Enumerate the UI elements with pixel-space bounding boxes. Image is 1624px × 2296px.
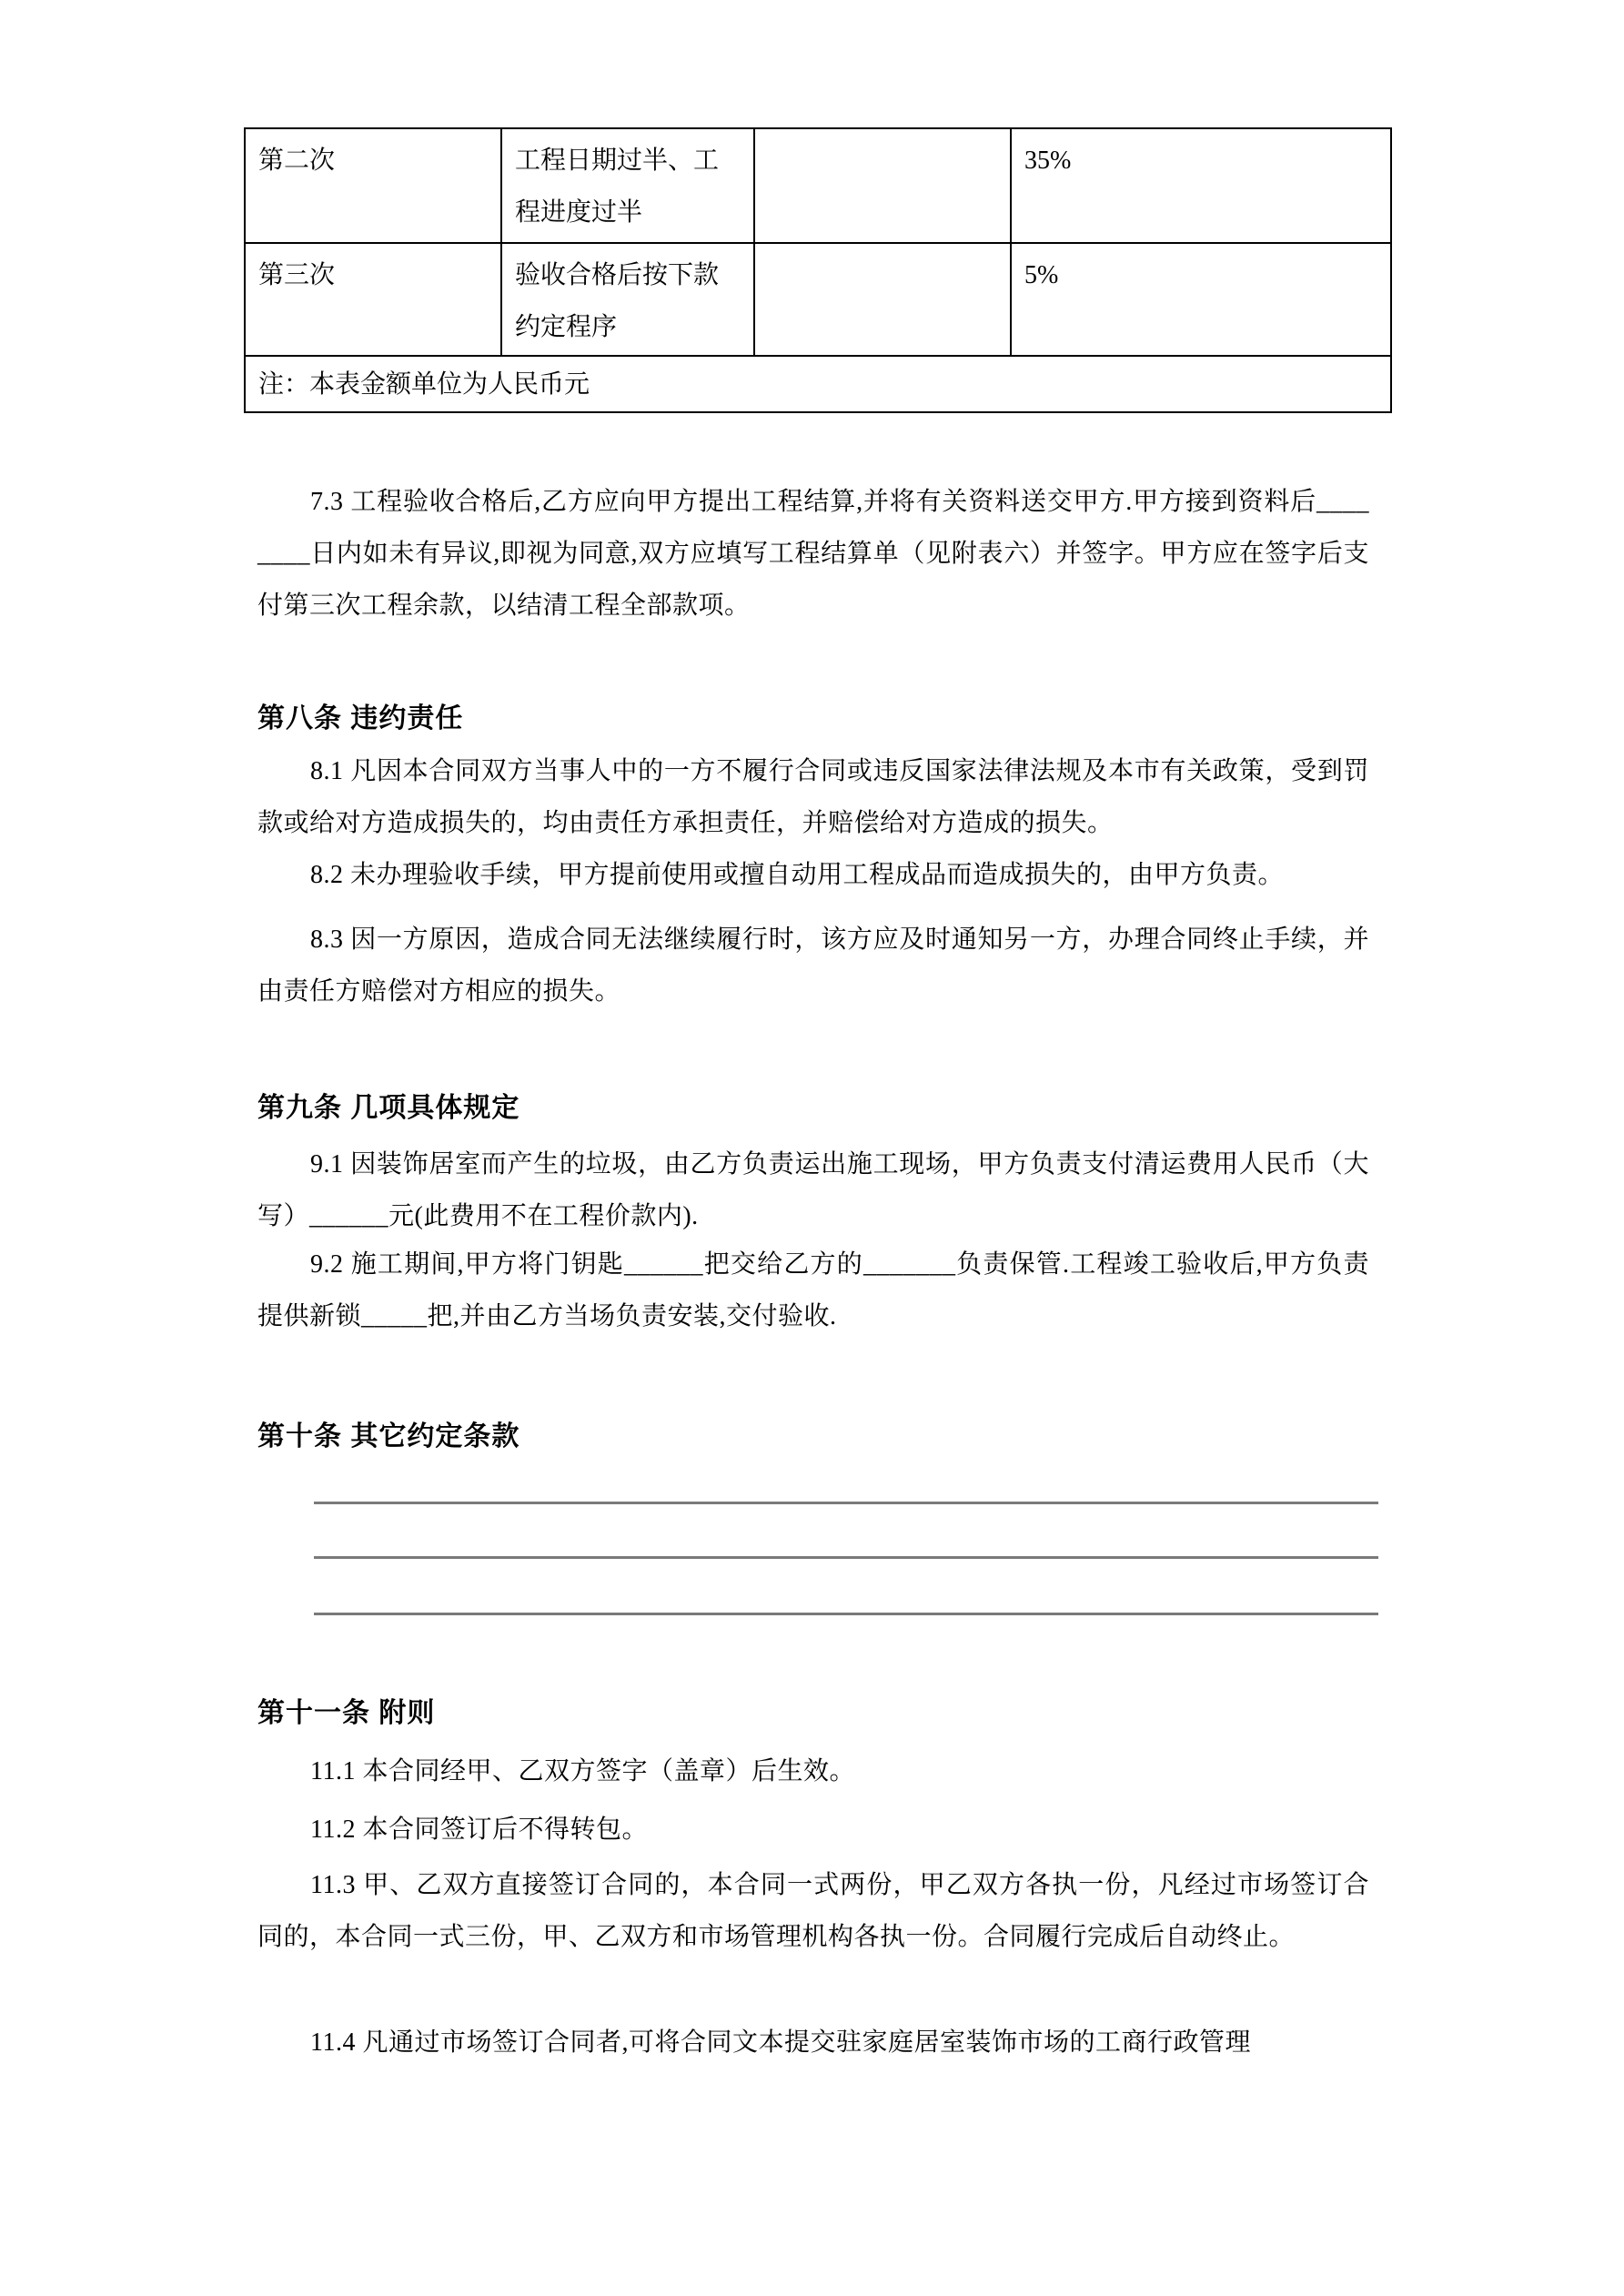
clause-8-3: 8.3 因一方原因，造成合同无法继续履行时，该方应及时通知另一方，办理合同终止手续，并由责任方赔偿对方相应的损失。 (257, 925, 1369, 1006)
blank-fill-line-1 (314, 1502, 1378, 1504)
clause-9-2: 9.2 施工期间,甲方将门钥匙______把交给乙方的_______负责保管.工程竣工验收后,甲方负责提供新锁_____把,并由乙方当场负责安装,交付验收. (257, 1250, 1369, 1330)
payment-stage-cell: 第二次 (245, 128, 501, 243)
table-row-second-payment (245, 128, 1391, 243)
clause-11-4: 11.4 凡通过市场签订合同者,可将合同文本提交驻家庭居室装饰市场的工商行政管理 (310, 2028, 1251, 2057)
table-row-third-payment (245, 243, 1391, 356)
clause-7-3: 7.3 工程验收合格后,乙方应向甲方提出工程结算,并将有关资料送交甲方.甲方接到资料后________日内如未有异议,即视为同意,双方应填写工程结算单（见附表六）并签字。甲方应在签字后支付第三次工程余款，以结清工程全部款项。 (257, 488, 1369, 620)
payment-amount-cell (754, 128, 1011, 243)
clause-8-1: 8.1 凡因本合同双方当事人中的一方不履行合同或违反国家法律法规及本市有关政策，受到罚款或给对方造成损失的，均由责任方承担责任，并赔偿给对方造成的损失。 (257, 757, 1369, 837)
payment-condition-cell: 验收合格后按下款约定程序 (501, 243, 754, 356)
payment-condition-cell: 工程日期过半、工程进度过半 (501, 128, 754, 243)
table-note-row (245, 356, 1391, 412)
blank-fill-line-2 (314, 1556, 1378, 1559)
payment-percent-cell: 35% (1011, 128, 1391, 243)
table-note: 注：本表金额单位为人民币元 (245, 356, 1391, 412)
clause-11-3: 11.3 甲、乙双方直接签订合同的，本合同一式两份，甲乙双方各执一份，凡经过市场签订合同的，本合同一式三份，甲、乙双方和市场管理机构各执一份。合同履行完成后自动终止。 (257, 1871, 1369, 1951)
clause-9-1: 9.1 因装饰居室而产生的垃圾，由乙方负责运出施工现场，甲方负责支付清运费用人民币（大写）______元(此费用不在工程价款内). (257, 1150, 1369, 1230)
payment-percent-cell: 5% (1011, 243, 1391, 356)
payment-stage-cell: 第三次 (245, 243, 501, 356)
section-8-heading: 第八条 违约责任 (257, 703, 464, 733)
payment-schedule-table (244, 127, 1392, 413)
section-11-heading: 第十一条 附则 (257, 1698, 436, 1728)
clause-11-1: 11.1 本合同经甲、乙双方签字（盖章）后生效。 (310, 1757, 855, 1785)
section-10-heading: 第十条 其它约定条款 (257, 1421, 520, 1451)
clause-11-2: 11.2 本合同签订后不得转包。 (310, 1816, 648, 1844)
clause-8-2: 8.2 未办理验收手续，甲方提前使用或擅自动用工程成品而造成损失的，由甲方负责。 (310, 861, 1285, 889)
blank-fill-line-3 (314, 1613, 1378, 1615)
payment-amount-cell (754, 243, 1011, 356)
section-9-heading: 第九条 几项具体规定 (257, 1093, 520, 1123)
